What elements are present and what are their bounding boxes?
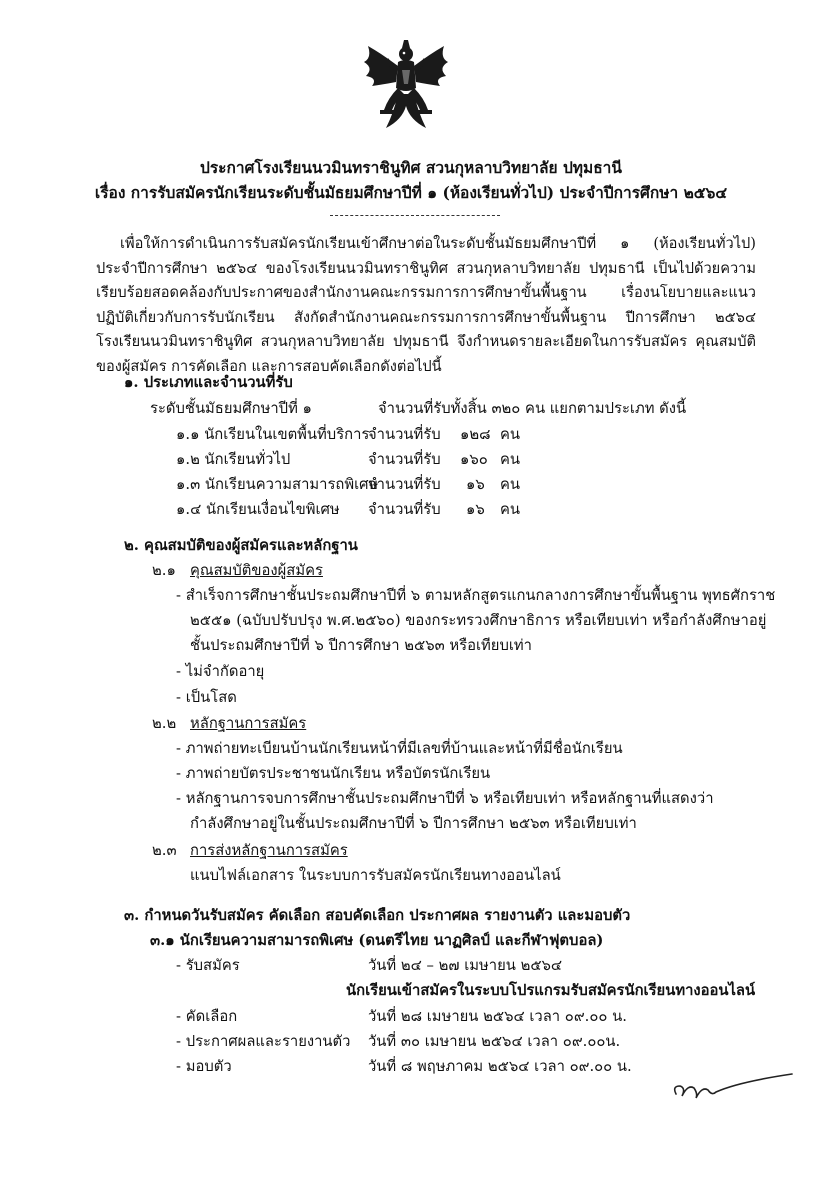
section2-title: ๒. คุณสมบัติของผู้สมัครและหลักฐาน	[124, 537, 358, 554]
sub23-num: ๒.๓	[152, 842, 177, 859]
sub23-text: แนบไฟล์เอกสาร ในระบบการรับสมัครนักเรียนทางออนไลน์	[190, 867, 561, 884]
schedule-date: วันที่ ๓๐ เมษายน ๒๕๖๔ เวลา ๐๙.๐๐น.	[368, 1033, 621, 1050]
quota-item-count: ๑๖๐	[460, 451, 488, 468]
quota-item-label: ๑.๔ นักเรียนเงื่อนไขพิเศษ	[176, 501, 340, 518]
sub21-bullet3: - เป็นโสด	[176, 689, 237, 706]
quota-item-count: ๑๒๘	[460, 426, 491, 443]
quota-item-count: ๑๖	[466, 476, 485, 493]
sub23-title: การส่งหลักฐานการสมัคร	[190, 842, 348, 859]
quota-item-count: ๑๖	[466, 501, 485, 518]
schedule-date: วันที่ ๒๘ เมษายน ๒๕๖๔ เวลา ๐๙.๐๐ น.	[368, 1008, 627, 1025]
schedule-label: - คัดเลือก	[176, 1008, 238, 1025]
sub21-bullet1-line2: ๒๕๕๑ (ฉบับปรับปรุง พ.ศ.๒๕๖๐) ของกระทรวงศึกษาธิการ หรือเทียบเท่า หรือกำลังศึกษาอยู่	[190, 612, 767, 629]
sub22-title: หลักฐานการสมัคร	[190, 715, 307, 732]
title-separator	[330, 215, 500, 216]
quota-item-count-label: จำนวนที่รับ	[368, 476, 441, 493]
sub21-title: คุณสมบัติของผู้สมัคร	[190, 562, 323, 579]
section3-sub1-title: ๓.๑ นักเรียนความสามารถพิเศษ (ดนตรีไทย นาฏศิลป์ และกีฬาฟุตบอล)	[150, 932, 604, 949]
sub22-bullet2: - ภาพถ่ายบัตรประชาชนนักเรียน หรือบัตรนักเรียน	[176, 765, 491, 782]
sub21-num: ๒.๑	[152, 562, 176, 579]
section1-level: ระดับชั้นมัธยมศึกษาปีที่ ๑	[150, 400, 312, 417]
quota-item-count-label: จำนวนที่รับ	[368, 451, 441, 468]
schedule-label: - ประกาศผลและรายงานตัว	[176, 1033, 351, 1050]
sub21-bullet2: - ไม่จำกัดอายุ	[176, 663, 265, 680]
sub22-bullet3-line1: - หลักฐานการจบการศึกษาชั้นประถมศึกษาปีที่ ๖ หรือเทียบเท่า หรือหลักฐานที่แสดงว่า	[176, 790, 714, 807]
schedule-date: วันที่ ๘ พฤษภาคม ๒๕๖๔ เวลา ๐๙.๐๐ น.	[368, 1058, 632, 1075]
sub22-bullet1: - ภาพถ่ายทะเบียนบ้านนักเรียนหน้าที่มีเลขที่บ้านและหน้าที่มีชื่อนักเรียน	[176, 740, 623, 757]
intro-paragraph: เพื่อให้การดำเนินการรับสมัครนักเรียนเข้าศึกษาต่อในระดับชั้นมัธยมศึกษาปีที่ ๑ (ห้องเรียนทั่วไป) ประจำปีการศึกษา ๒๕๖๔ ของโรงเรียนนวมินทราชินูทิศ สวนกุหลาบวิทยาลัย ปทุมธานี เป็นไปด้วยความเรียบร้อยสอดคล้องกับประกาศของสำนักงานคณะกรรมการการศึกษาขั้นพื้นฐาน เรื่องนโยบายและแนวปฏิบัติเกี่ยวกับการรับนักเรียน สังกัดสำนักงานคณะกรรมการการศึกษาขั้นพื้นฐาน ปีการศึกษา ๒๕๖๔ โรงเรียนนวมินทราชินูทิศ สวนกุหลาบวิทยาลัย ปทุมธานี จึงกำหนดรายละเอียดในการรับสมัคร คุณสมบัติของผู้สมัคร การคัดเลือก และการสอบคัดเลือกดังต่อไปนี้	[96, 235, 756, 375]
sub22-num: ๒.๒	[152, 715, 177, 732]
schedule-label: - รับสมัคร	[176, 957, 240, 974]
intro-section	[96, 232, 756, 380]
quota-item-count-label: จำนวนที่รับ	[368, 501, 441, 518]
quota-item-unit: คน	[500, 426, 521, 443]
quota-item-label: ๑.๑ นักเรียนในเขตพื้นที่บริการ	[176, 426, 370, 443]
sub22-bullet3-line2: กำลังศึกษาอยู่ในชั้นประถมศึกษาปีที่ ๖ ปีการศึกษา ๒๕๖๓ หรือเทียบเท่า	[190, 815, 637, 832]
section1-title: ๑. ประเภทและจำนวนที่รับ	[124, 374, 293, 391]
quota-item-unit: คน	[500, 451, 521, 468]
sub21-bullet1-line3: ชั้นประถมศึกษาปีที่ ๖ ปีการศึกษา ๒๕๖๓ หรือเทียบเท่า	[190, 637, 532, 654]
quota-item-unit: คน	[500, 501, 521, 518]
announcement-title: ประกาศโรงเรียนนวมินทราชินูทิศ สวนกุหลาบวิทยาลัย ปทุมธานี	[200, 158, 622, 177]
garuda-emblem-icon	[358, 36, 454, 136]
signature-icon	[668, 1066, 798, 1106]
section1-total: จำนวนที่รับทั้งสิ้น ๓๒๐ คน แยกตามประเภท ดังนี้	[378, 400, 687, 417]
schedule-label: - มอบตัว	[176, 1058, 232, 1075]
online-note: นักเรียนเข้าสมัครในระบบโปรแกรมรับสมัครนักเรียนทางออนไลน์	[346, 982, 756, 999]
quota-item-count-label: จำนวนที่รับ	[368, 426, 441, 443]
schedule-date: วันที่ ๒๔ – ๒๗ เมษายน ๒๕๖๔	[368, 957, 563, 974]
section3-title: ๓. กำหนดวันรับสมัคร คัดเลือก สอบคัดเลือก ประกาศผล รายงานตัว และมอบตัว	[124, 907, 631, 924]
announcement-subject: เรื่อง การรับสมัครนักเรียนระดับชั้นมัธยมศึกษาปีที่ ๑ (ห้องเรียนทั่วไป) ประจำปีการศึกษา ๒๕๖๔	[94, 183, 728, 202]
quota-item-label: ๑.๒ นักเรียนทั่วไป	[176, 451, 291, 468]
quota-item-unit: คน	[500, 476, 521, 493]
quota-item-label: ๑.๓ นักเรียนความสามารถพิเศษ	[176, 476, 379, 493]
sub21-bullet1-line1: - สำเร็จการศึกษาชั้นประถมศึกษาปีที่ ๖ ตามหลักสูตรแกนกลางการศึกษาขั้นพื้นฐาน พุทธศักราช	[176, 587, 776, 604]
